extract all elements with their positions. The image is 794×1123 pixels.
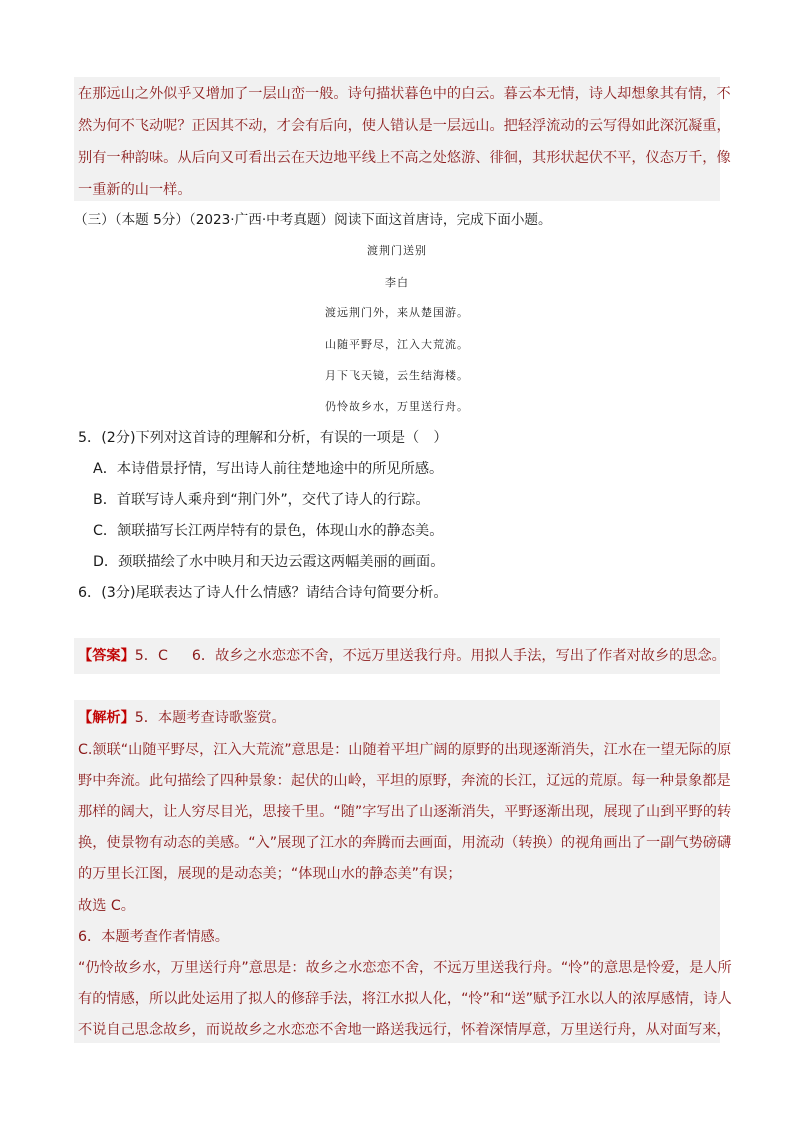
analysis-6-line-1: “仍怜故乡水，万里送行舟”意思是：故乡之水恋恋不舍，不远万里送我行舟。“怜”的意思是怜爱，是人所 [78, 960, 732, 976]
analysis-5-line-5: 的万里长江图，展现的是动态美；“体现山水的静态美”有误； [78, 866, 462, 882]
question-5-option-b: B．首联写诗人乘舟到“荆门外”，交代了诗人的行踪。 [93, 492, 430, 508]
question-5-option-c: C．颔联描写长江两岸特有的景色，体现山水的静态美。 [93, 523, 444, 539]
answer-5: 5．C [134, 648, 168, 664]
analysis-header [78, 708, 286, 728]
answer-tag: 【答案】 [78, 648, 135, 664]
poem-line-2: 山随平野尽，江入大荒流。 [325, 338, 469, 351]
answer-line [78, 646, 726, 666]
top-analysis-line-4: 一重新的山一样。 [78, 182, 192, 198]
analysis-5-line-3: 那样的阔大，让人穷尽目光，思接千里。“随”字写出了山逐渐消失，平野逐渐出现，展现了山到平野的转 [78, 804, 732, 820]
section-heading: （三）（本题 5分）（2023·广西·中考真题）阅读下面这首唐诗，完成下面小题。 [74, 212, 552, 228]
top-analysis-line-3: 别有一种韵味。从后向又可看出云在天边地平线上不高之处悠游、徘徊，其形状起伏不平，仪态万千，像 [78, 150, 731, 166]
poem-line-1: 渡远荆门外，来从楚国游。 [325, 306, 469, 319]
poem-title: 渡荆门送别 [367, 244, 427, 257]
poem-line-4: 仍怜故乡水，万里送行舟。 [325, 400, 469, 413]
answer-6: 6．故乡之水恋恋不舍，不远万里送我行舟。用拟人手法，写出了作者对故乡的思念。 [191, 648, 726, 664]
question-5-stem: 5．(2分)下列对这首诗的理解和分析，有误的一项是（ ） [78, 430, 448, 446]
question-5-option-a: A．本诗借景抒情，写出诗人前往楚地途中的所见所感。 [93, 461, 444, 477]
poem-author: 李白 [385, 276, 409, 289]
analysis-5-line-1: C.颔联“山随平野尽，江入大荒流”意思是：山随着平坦广阔的原野的出现逐渐消失，江水在一望无际的原 [78, 742, 732, 758]
analysis-6-line-3: 不说自己思念故乡，而说故乡之水恋恋不舍地一路送我远行，怀着深情厚意，万里送行舟，从对面写来， [78, 1022, 731, 1038]
top-analysis-line-1: 在那远山之外似乎又增加了一层山峦一般。诗句描状暮色中的白云。暮云本无情，诗人却想象其有情，不 [78, 86, 731, 102]
question-6-stem: 6．(3分)尾联表达了诗人什么情感？请结合诗句简要分析。 [78, 585, 448, 601]
top-analysis-line-2: 然为何不飞动呢？正因其不动，才会有后向，使人错认是一层远山。把轻浮流动的云写得如此深沉凝重， [78, 118, 731, 134]
analysis-5-line-4: 换，使景物有动态的美感。“入”展现了江水的奔腾而去画面，用流动（转换）的视角画出了一副气势磅礴 [78, 835, 732, 851]
analysis-5-line-2: 野中奔流。此句描绘了四种景象：起伏的山岭，平坦的原野，奔流的长江，辽远的荒原。每一种景象都是 [78, 773, 731, 789]
analysis-intro: 5．本题考查诗歌鉴赏。 [134, 710, 286, 726]
question-5-option-d: D．颈联描绘了水中映月和天边云霞这两幅美丽的画面。 [93, 554, 445, 570]
poem-line-3: 月下飞天镜，云生结海楼。 [325, 369, 469, 382]
analysis-tag: 【解析】 [78, 710, 135, 726]
analysis-6-intro: 6．本题考查作者情感。 [78, 929, 229, 945]
analysis-6-line-2: 有的情感，所以此处运用了拟人的修辞手法，将江水拟人化，“怜”和“送”赋予江水以人的浓厚感情，诗人 [78, 991, 732, 1007]
analysis-choose: 故选 C。 [78, 898, 135, 914]
